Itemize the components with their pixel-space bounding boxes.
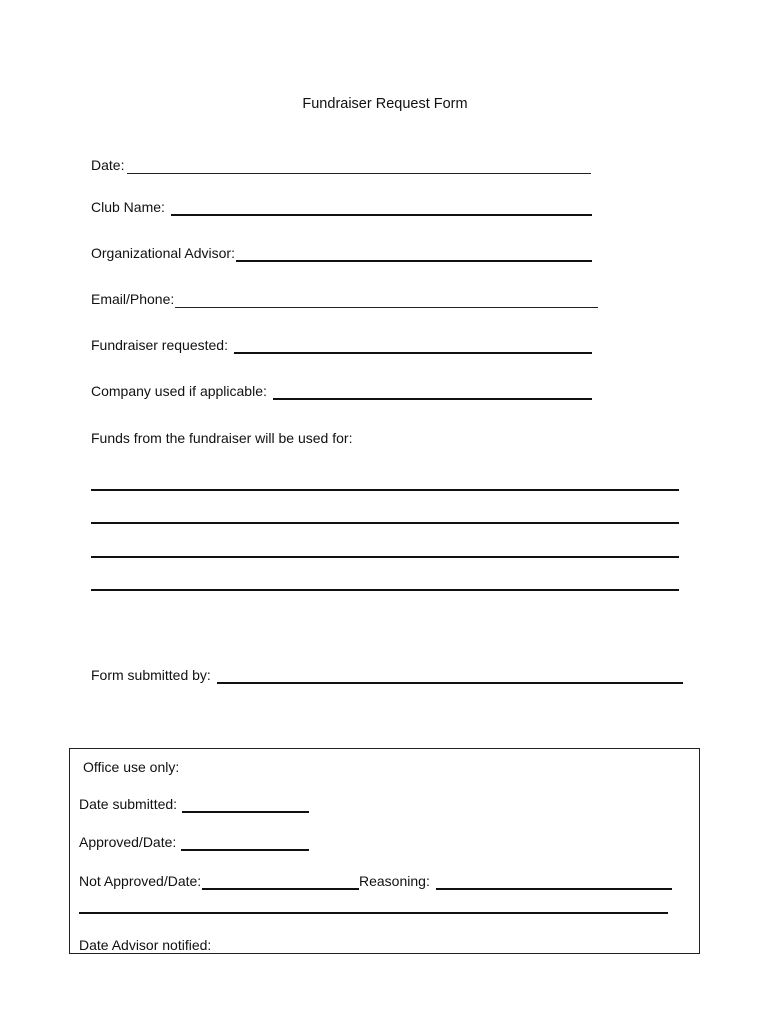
fundraiser-requested-field[interactable] [91,336,592,354]
approved-date-line[interactable] [181,849,309,851]
company-label: Company used if applicable: [91,383,267,399]
advisor-label: Organizational Advisor: [91,245,235,261]
funds-answer-line-3[interactable] [91,556,679,558]
reasoning-field[interactable] [359,872,672,890]
date-submitted-line[interactable] [182,811,309,813]
company-line[interactable] [273,398,592,400]
fundraiser-requested-line[interactable] [234,352,592,354]
club-name-label: Club Name: [91,199,165,215]
date-advisor-notified-label: Date Advisor notified: [79,937,212,953]
date-field[interactable] [91,156,591,174]
reasoning-continuation-line[interactable] [79,912,668,914]
fundraiser-requested-label: Fundraiser requested: [91,337,228,353]
funds-used-label: Funds from the fundraiser will be used for: [91,430,353,446]
date-line[interactable] [127,173,591,174]
reasoning-line[interactable] [436,888,672,890]
not-approved-date-field[interactable] [79,872,359,890]
office-use-box [69,748,700,954]
club-name-field[interactable] [91,198,592,216]
office-use-heading: Office use only: [83,759,180,775]
funds-answer-line-1[interactable] [91,489,679,491]
reasoning-label: Reasoning: [359,873,430,889]
approved-date-label: Approved/Date: [79,834,177,850]
email-phone-field[interactable] [91,290,598,308]
submitted-by-line[interactable] [217,682,683,684]
form-title: Fundraiser Request Form [302,96,468,112]
submitted-by-field[interactable] [91,666,683,684]
submitted-by-label: Form submitted by: [91,667,211,683]
funds-answer-line-4[interactable] [91,589,679,591]
email-phone-label: Email/Phone: [91,291,175,307]
date-label: Date: [91,157,125,173]
not-approved-date-label: Not Approved/Date: [79,873,202,889]
not-approved-date-line[interactable] [202,888,359,890]
email-phone-line[interactable] [175,307,598,308]
club-name-line[interactable] [171,214,592,216]
advisor-line[interactable] [236,260,592,262]
advisor-field[interactable] [91,244,592,262]
company-field[interactable] [91,382,592,400]
date-submitted-label: Date submitted: [79,796,178,812]
funds-answer-line-2[interactable] [91,522,679,524]
approved-date-field[interactable] [79,833,309,851]
date-submitted-field[interactable] [79,795,309,813]
